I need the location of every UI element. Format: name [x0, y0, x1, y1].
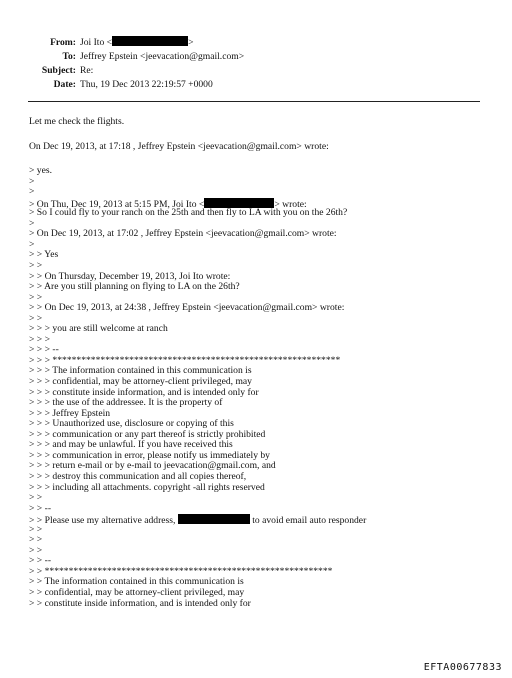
- body-line: > > > Unauthorized use, disclosure or copying of this: [29, 418, 234, 430]
- body-text: > On Thu, Dec 19, 2013 at 5:15 PM, Joi Ito <: [29, 198, 205, 210]
- date-row: [0, 78, 512, 92]
- body-line: > > > --: [29, 344, 59, 356]
- redaction-bar: [204, 198, 274, 208]
- body-line: > So I could fly to your ranch on the 25th and then fly to LA with you on the 26th?: [29, 207, 348, 219]
- body-line: > > > communication in error, please notify us immediately by: [29, 449, 270, 461]
- body-line: > > > you are still welcome at ranch: [29, 323, 168, 335]
- body-line: > > --: [29, 502, 52, 514]
- redaction-bar: [178, 514, 250, 524]
- body-line: > >: [29, 492, 43, 504]
- subject-label: Subject:: [41, 65, 76, 76]
- body-line: > > > constitute inside information, and is intended only for: [29, 386, 259, 398]
- body-line: > > The information contained in this communication is: [29, 576, 244, 588]
- date-label: Date:: [53, 79, 76, 90]
- from-row: [0, 36, 512, 50]
- to-value: Jeffrey Epstein <jeevacation@gmail.com>: [80, 51, 245, 62]
- body-line: > > constitute inside information, and is intended only for: [29, 597, 251, 609]
- date-value: Thu, 19 Dec 2013 22:19:57 +0000: [80, 79, 213, 90]
- body-line: > > Are you still planning on flying to LA on the 26th?: [29, 281, 240, 293]
- email-body: [29, 117, 499, 609]
- body-line: > > >: [29, 333, 51, 345]
- body-line: >: [29, 238, 35, 250]
- body-line: > >: [29, 260, 43, 272]
- body-line: > > Yes: [29, 249, 59, 261]
- from-value: [80, 36, 193, 50]
- body-line: On Dec 19, 2013, at 17:18 , Jeffrey Epstein <jeevacation@gmail.com> wrote:: [29, 140, 329, 152]
- from-suffix: >: [188, 37, 194, 48]
- body-line: >: [29, 175, 35, 187]
- body-line: > > confidential, may be attorney-client privileged, may: [29, 586, 245, 598]
- body-line: > > > and may be unlawful. If you have received this: [29, 439, 233, 451]
- to-label: To:: [62, 51, 76, 62]
- bates-number: EFTA00677833: [423, 662, 502, 673]
- to-row: [0, 50, 512, 64]
- body-line: >: [29, 217, 35, 229]
- header-divider: [28, 101, 480, 102]
- body-line: >: [29, 186, 35, 198]
- body-line: > >: [29, 523, 43, 535]
- body-line: > > > ************************************************************: [29, 354, 341, 366]
- subject-row: [0, 64, 512, 78]
- from-label: From:: [50, 37, 76, 48]
- body-text: > wrote:: [274, 198, 307, 210]
- body-line: [29, 514, 499, 525]
- body-line: > > > communication or any part thereof is strictly prohibited: [29, 428, 266, 440]
- body-line: > >: [29, 544, 43, 556]
- body-line: > >: [29, 291, 43, 303]
- body-line: > > > the use of the addressee. It is the property of: [29, 397, 223, 409]
- body-line: > >: [29, 534, 43, 546]
- body-line: > > On Dec 19, 2013, at 24:38 , Jeffrey Epstein <jeevacation@gmail.com> wrote:: [29, 302, 345, 314]
- body-line: > > > destroy this communication and all copies thereof,: [29, 470, 247, 482]
- body-text: to avoid email auto responder: [252, 515, 367, 527]
- body-line: > > ************************************************************: [29, 565, 333, 577]
- email-header: [0, 36, 512, 92]
- redaction-bar: [112, 36, 188, 46]
- body-text: > > Please use my alternative address,: [29, 515, 176, 527]
- body-line: > > > return e-mail or by e-mail to jeevacation@gmail.com, and: [29, 460, 276, 472]
- body-line: > > On Thursday, December 19, 2013, Joi Ito wrote:: [29, 270, 231, 282]
- body-line: > > > The information contained in this communication is: [29, 365, 252, 377]
- body-line: > yes.: [29, 165, 52, 177]
- body-line: > >: [29, 312, 43, 324]
- body-line: > > --: [29, 555, 52, 567]
- body-line: > On Dec 19, 2013, at 17:02 , Jeffrey Epstein <jeevacation@gmail.com> wrote:: [29, 228, 337, 240]
- subject-value: Re:: [80, 65, 94, 76]
- body-line: > > > confidential, may be attorney-client privileged, may: [29, 376, 252, 388]
- from-name: Joi Ito <: [80, 37, 113, 48]
- body-line: > > > Jeffrey Epstein: [29, 407, 111, 419]
- body-line: Let me check the flights.: [29, 116, 125, 127]
- body-line: > > > including all attachments. copyright -all rights reserved: [29, 481, 265, 493]
